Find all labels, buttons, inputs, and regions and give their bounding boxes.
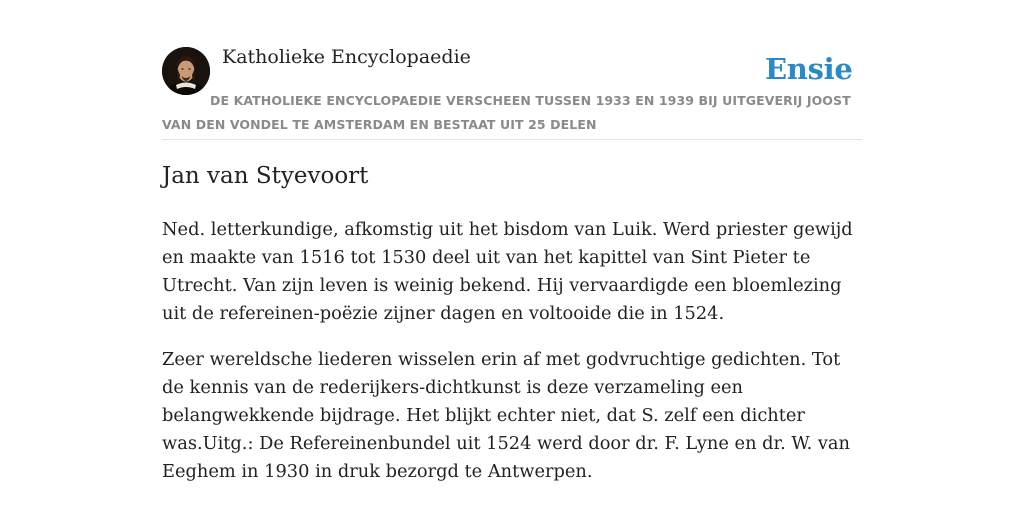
portrait-icon bbox=[162, 47, 210, 95]
entry-title: Jan van Styevoort bbox=[162, 163, 369, 189]
header-divider bbox=[162, 139, 862, 140]
publication-description: DE KATHOLIEKE ENCYCLOPAEDIE VERSCHEEN TUSSEN 1933 EN 1939 BIJ UITGEVERIJ JOOST VAN DEN VONDEL TE AMSTERDAM EN BESTAAT UIT 25 DELEN bbox=[162, 93, 851, 132]
article-body bbox=[162, 216, 866, 504]
publication-avatar[interactable] bbox=[162, 47, 210, 95]
article-paragraph: Ned. letterkundige, afkomstig uit het bisdom van Luik. Werd priester gewijd en maakte van 1516 tot 1530 deel uit van het kapittel van Sint Pieter te Utrecht. Van zijn leven is weinig bekend. Hij vervaardigde een bloemlezing uit de refereinen-poëzie zijner dagen en voltooide die in 1524. bbox=[162, 219, 853, 324]
publication-title[interactable]: Katholieke Encyclopaedie bbox=[222, 46, 471, 68]
article-paragraph: Zeer wereldsche liederen wisselen erin af met godvruchtige gedichten. Tot de kennis van de rederijkers-dichtkunst is deze verzameling een belangwekkende bijdrage. Het blijkt echter niet, dat S. zelf een dichter was.Uitg.: De Refereinenbundel uit 1524 werd door dr. F. Lyne en dr. W. van Eeghem in 1930 in druk bezorgd te Antwerpen. bbox=[162, 349, 850, 482]
brand-logo[interactable]: Ensie bbox=[765, 52, 853, 86]
